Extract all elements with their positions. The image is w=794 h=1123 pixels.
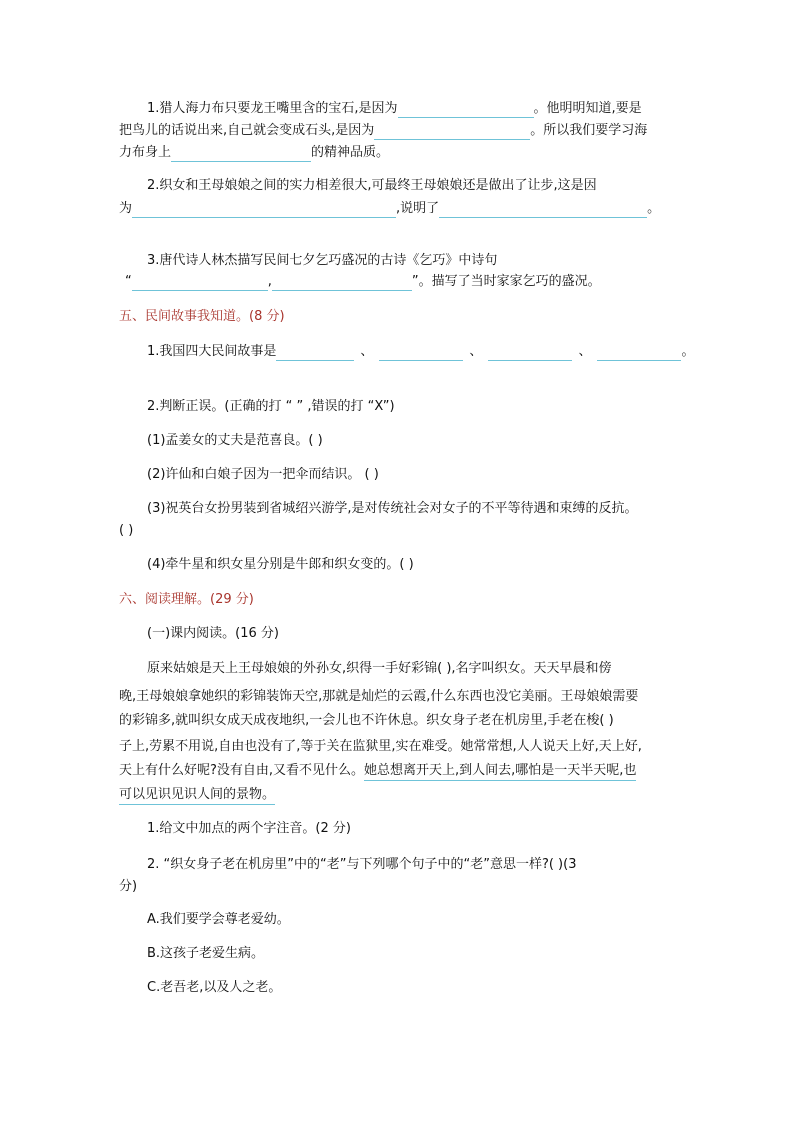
q4-item3-text-d: ”。描写了当时家家乞巧的盛况。 — [411, 274, 601, 289]
answer-blank[interactable] — [132, 203, 396, 218]
q4-item3-text-c: , — [267, 274, 272, 289]
option-c[interactable]: C.老吾老,以及人之老。 — [147, 980, 282, 995]
s5-q2-item4: (4)牵牛星和织女星分别是牛郎和织女变的。( ) — [147, 557, 414, 572]
q4-item3-line1 — [147, 252, 497, 270]
q4-item2-text-d: 。 — [647, 201, 661, 216]
s5-q2-item3-paren[interactable]: ( ) — [119, 523, 134, 538]
passage-line-6 — [119, 786, 275, 804]
answer-blank[interactable] — [374, 125, 530, 140]
section5-title: 五、民间故事我知道。(8 分) — [119, 309, 285, 324]
passage-line-1: 原来姑娘是天上王母娘娘的外孙女,织得一手好彩锦( ),名字叫织女。天天早晨和傍 — [147, 661, 612, 676]
underlined-sentence-end: 可以见识见识人间的景物。 — [119, 787, 275, 805]
answer-blank[interactable] — [132, 276, 268, 291]
s5-q2-item2: (2)许仙和白娘子因为一把伞而结识。 ( ) — [147, 467, 379, 482]
s5-q1-text: 1.我国四大民间故事是 — [147, 344, 277, 359]
separator: 、 — [469, 344, 483, 359]
q4-item3-text-a: 3.唐代诗人林杰描写民间七夕乞巧盛况的古诗《乞巧》中诗句 — [147, 253, 498, 268]
q4-item3-line2 — [125, 273, 601, 291]
q4-item2-text-c: ,说明了 — [396, 201, 440, 216]
passage-line-4: 子上,劳累不用说,自由也没有了,等于关在监狱里,实在难受。她常常想,人人说天上好,天上好, — [119, 739, 642, 754]
answer-blank[interactable] — [439, 203, 647, 218]
q4-item1-line1 — [147, 100, 642, 118]
q4-item1-text-a: 1.猎人海力布只要龙王嘴里含的宝石,是因为 — [147, 101, 398, 116]
answer-blank[interactable] — [379, 346, 463, 361]
underlined-sentence: 她总想离开天上,到人间去,哪怕是一天半天呢,也 — [364, 763, 636, 781]
answer-blank[interactable] — [276, 346, 354, 361]
s5-q2-stem: 2.判断正误。(正确的打 “ ” ,错误的打 “X”) — [147, 399, 395, 414]
answer-blank[interactable] — [597, 346, 681, 361]
q4-item1-text-b: 。他明明知道,要是 — [533, 101, 642, 116]
separator: 、 — [360, 344, 374, 359]
end-mark: 。 — [681, 344, 695, 359]
option-a[interactable]: A.我们要学会尊老爱幼。 — [147, 912, 290, 927]
option-b[interactable]: B.这孩子老爱生病。 — [147, 946, 265, 961]
q4-item2-line1 — [147, 177, 597, 195]
answer-blank[interactable] — [171, 147, 311, 162]
q4-item1-text-e: 力布身上 — [119, 145, 172, 160]
q4-item1-text-f: 的精神品质。 — [311, 145, 390, 160]
s6-q1: 1.给文中加点的两个字注音。(2 分) — [147, 821, 351, 836]
passage-line-2: 晚,王母娘娘拿她织的彩锦装饰天空,那就是灿烂的云霞,什么东西也没它美丽。王母娘娘需要 — [119, 689, 639, 704]
q4-item2-line2 — [119, 200, 660, 218]
passage-line-5 — [119, 762, 636, 780]
section6-title: 六、阅读理解。(29 分) — [119, 592, 254, 607]
s6-subtitle: (一)课内阅读。(16 分) — [147, 626, 279, 641]
answer-blank[interactable] — [272, 276, 412, 291]
passage-line-5a: 天上有什么好呢?没有自由,又看不见什么。 — [119, 763, 365, 778]
s6-q2-line1: 2. “织女身子老在机房里”中的“老”与下列哪个句子中的“老”意思一样?( )(3 — [147, 857, 577, 872]
q4-item3-text-b: “ — [125, 274, 132, 289]
s5-q2-item1: (1)孟姜女的丈夫是范喜良。( ) — [147, 433, 323, 448]
q4-item1-line2 — [119, 122, 647, 140]
q4-item1-text-c: 把鸟儿的话说出来,自己就会变成石头,是因为 — [119, 123, 375, 138]
q4-item2-text-a: 2.织女和王母娘娘之间的实力相差很大,可最终王母娘娘还是做出了让步,这是因 — [147, 178, 597, 193]
s5-q2-item3: (3)祝英台女扮男装到省城绍兴游学,是对传统社会对女子的不平等待遇和束缚的反抗。 — [147, 501, 638, 516]
answer-blank[interactable] — [488, 346, 572, 361]
passage-line-3: 的彩锦多,就叫织女成天成夜地织,一会儿也不许休息。织女身子老在机房里,手老在梭( ) — [119, 713, 614, 728]
s5-q1-line — [147, 343, 694, 361]
s6-q2-line2: 分) — [119, 879, 138, 894]
q4-item1-text-d: 。所以我们要学习海 — [530, 123, 648, 138]
answer-blank[interactable] — [398, 103, 534, 118]
q4-item2-text-b: 为 — [119, 201, 133, 216]
q4-item1-line3 — [119, 144, 389, 162]
separator: 、 — [578, 344, 592, 359]
